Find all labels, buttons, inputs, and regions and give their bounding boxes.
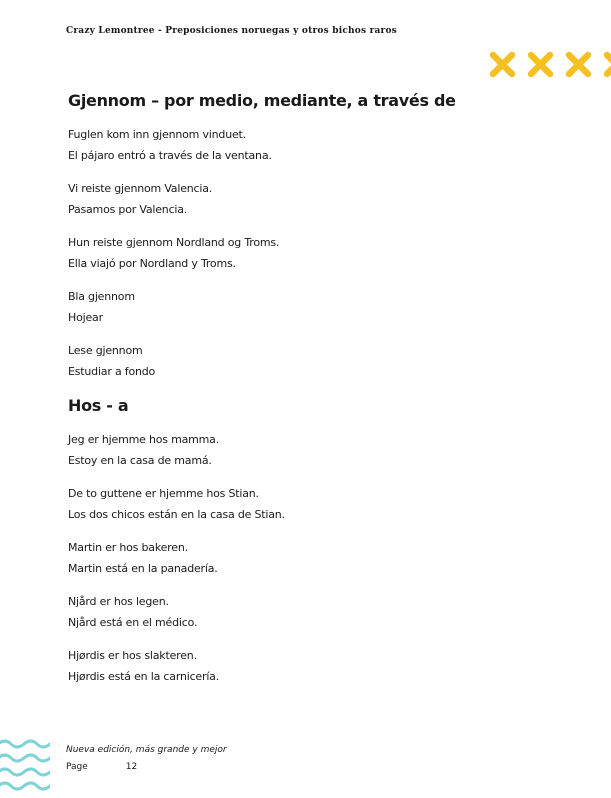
example-group	[68, 286, 588, 328]
example-norwegian: Hjørdis er hos slakteren.	[68, 649, 197, 662]
example-spanish: Los dos chicos están en la casa de Stian.	[68, 508, 285, 521]
example-group	[68, 429, 588, 471]
example-group	[68, 645, 588, 687]
example-spanish: Njård está en el médico.	[68, 616, 198, 629]
example-norwegian: Lese gjennom	[68, 344, 143, 357]
footer-edition: Nueva edición, más grande y mejor	[66, 745, 227, 755]
x-mark-icon	[569, 55, 588, 74]
page-content	[68, 89, 588, 699]
example-group	[68, 124, 588, 166]
decorative-crosses	[488, 50, 611, 80]
example-spanish: Pasamos por Valencia.	[68, 203, 188, 216]
section-heading-gjennom: Gjennom – por medio, mediante, a través de	[68, 91, 456, 110]
example-group	[68, 232, 588, 274]
x-mark-icon	[531, 55, 550, 74]
example-norwegian: Hun reiste gjennom Nordland og Troms.	[68, 236, 280, 249]
example-norwegian: Bla gjennom	[68, 290, 135, 303]
x-mark-icon	[493, 55, 512, 74]
example-group	[68, 591, 588, 633]
example-spanish: Estoy en la casa de mamá.	[68, 454, 212, 467]
footer-page	[66, 757, 227, 777]
example-norwegian: Vi reiste gjennom Valencia.	[68, 182, 213, 195]
example-norwegian: Njård er hos legen.	[68, 595, 169, 608]
x-mark-icon	[607, 55, 611, 74]
page-header: Crazy Lemontree - Preposiciones noruegas y otros bichos raros	[66, 26, 397, 36]
page-footer	[66, 743, 227, 777]
example-spanish: Martin está en la panadería.	[68, 562, 218, 575]
example-spanish: Hojear	[68, 311, 103, 324]
page-number: 12	[125, 762, 138, 772]
example-spanish: Estudiar a fondo	[68, 365, 156, 378]
example-spanish: El pájaro entró a través de la ventana.	[68, 149, 272, 162]
example-norwegian: Fuglen kom inn gjennom vinduet.	[68, 128, 246, 141]
section-heading-hos: Hos - a	[68, 396, 129, 415]
example-norwegian: Martin er hos bakeren.	[68, 541, 188, 554]
example-norwegian: De to guttene er hjemme hos Stian.	[68, 487, 259, 500]
example-group	[68, 537, 588, 579]
example-spanish: Ella viajó por Nordland y Troms.	[68, 257, 236, 270]
example-norwegian: Jeg er hjemme hos mamma.	[68, 433, 220, 446]
example-group	[68, 340, 588, 382]
example-group	[68, 483, 588, 525]
example-spanish: Hjørdis está en la carnicería.	[68, 670, 220, 683]
wave-decoration	[0, 738, 50, 798]
page-label: Page	[66, 762, 88, 772]
example-group	[68, 178, 588, 220]
